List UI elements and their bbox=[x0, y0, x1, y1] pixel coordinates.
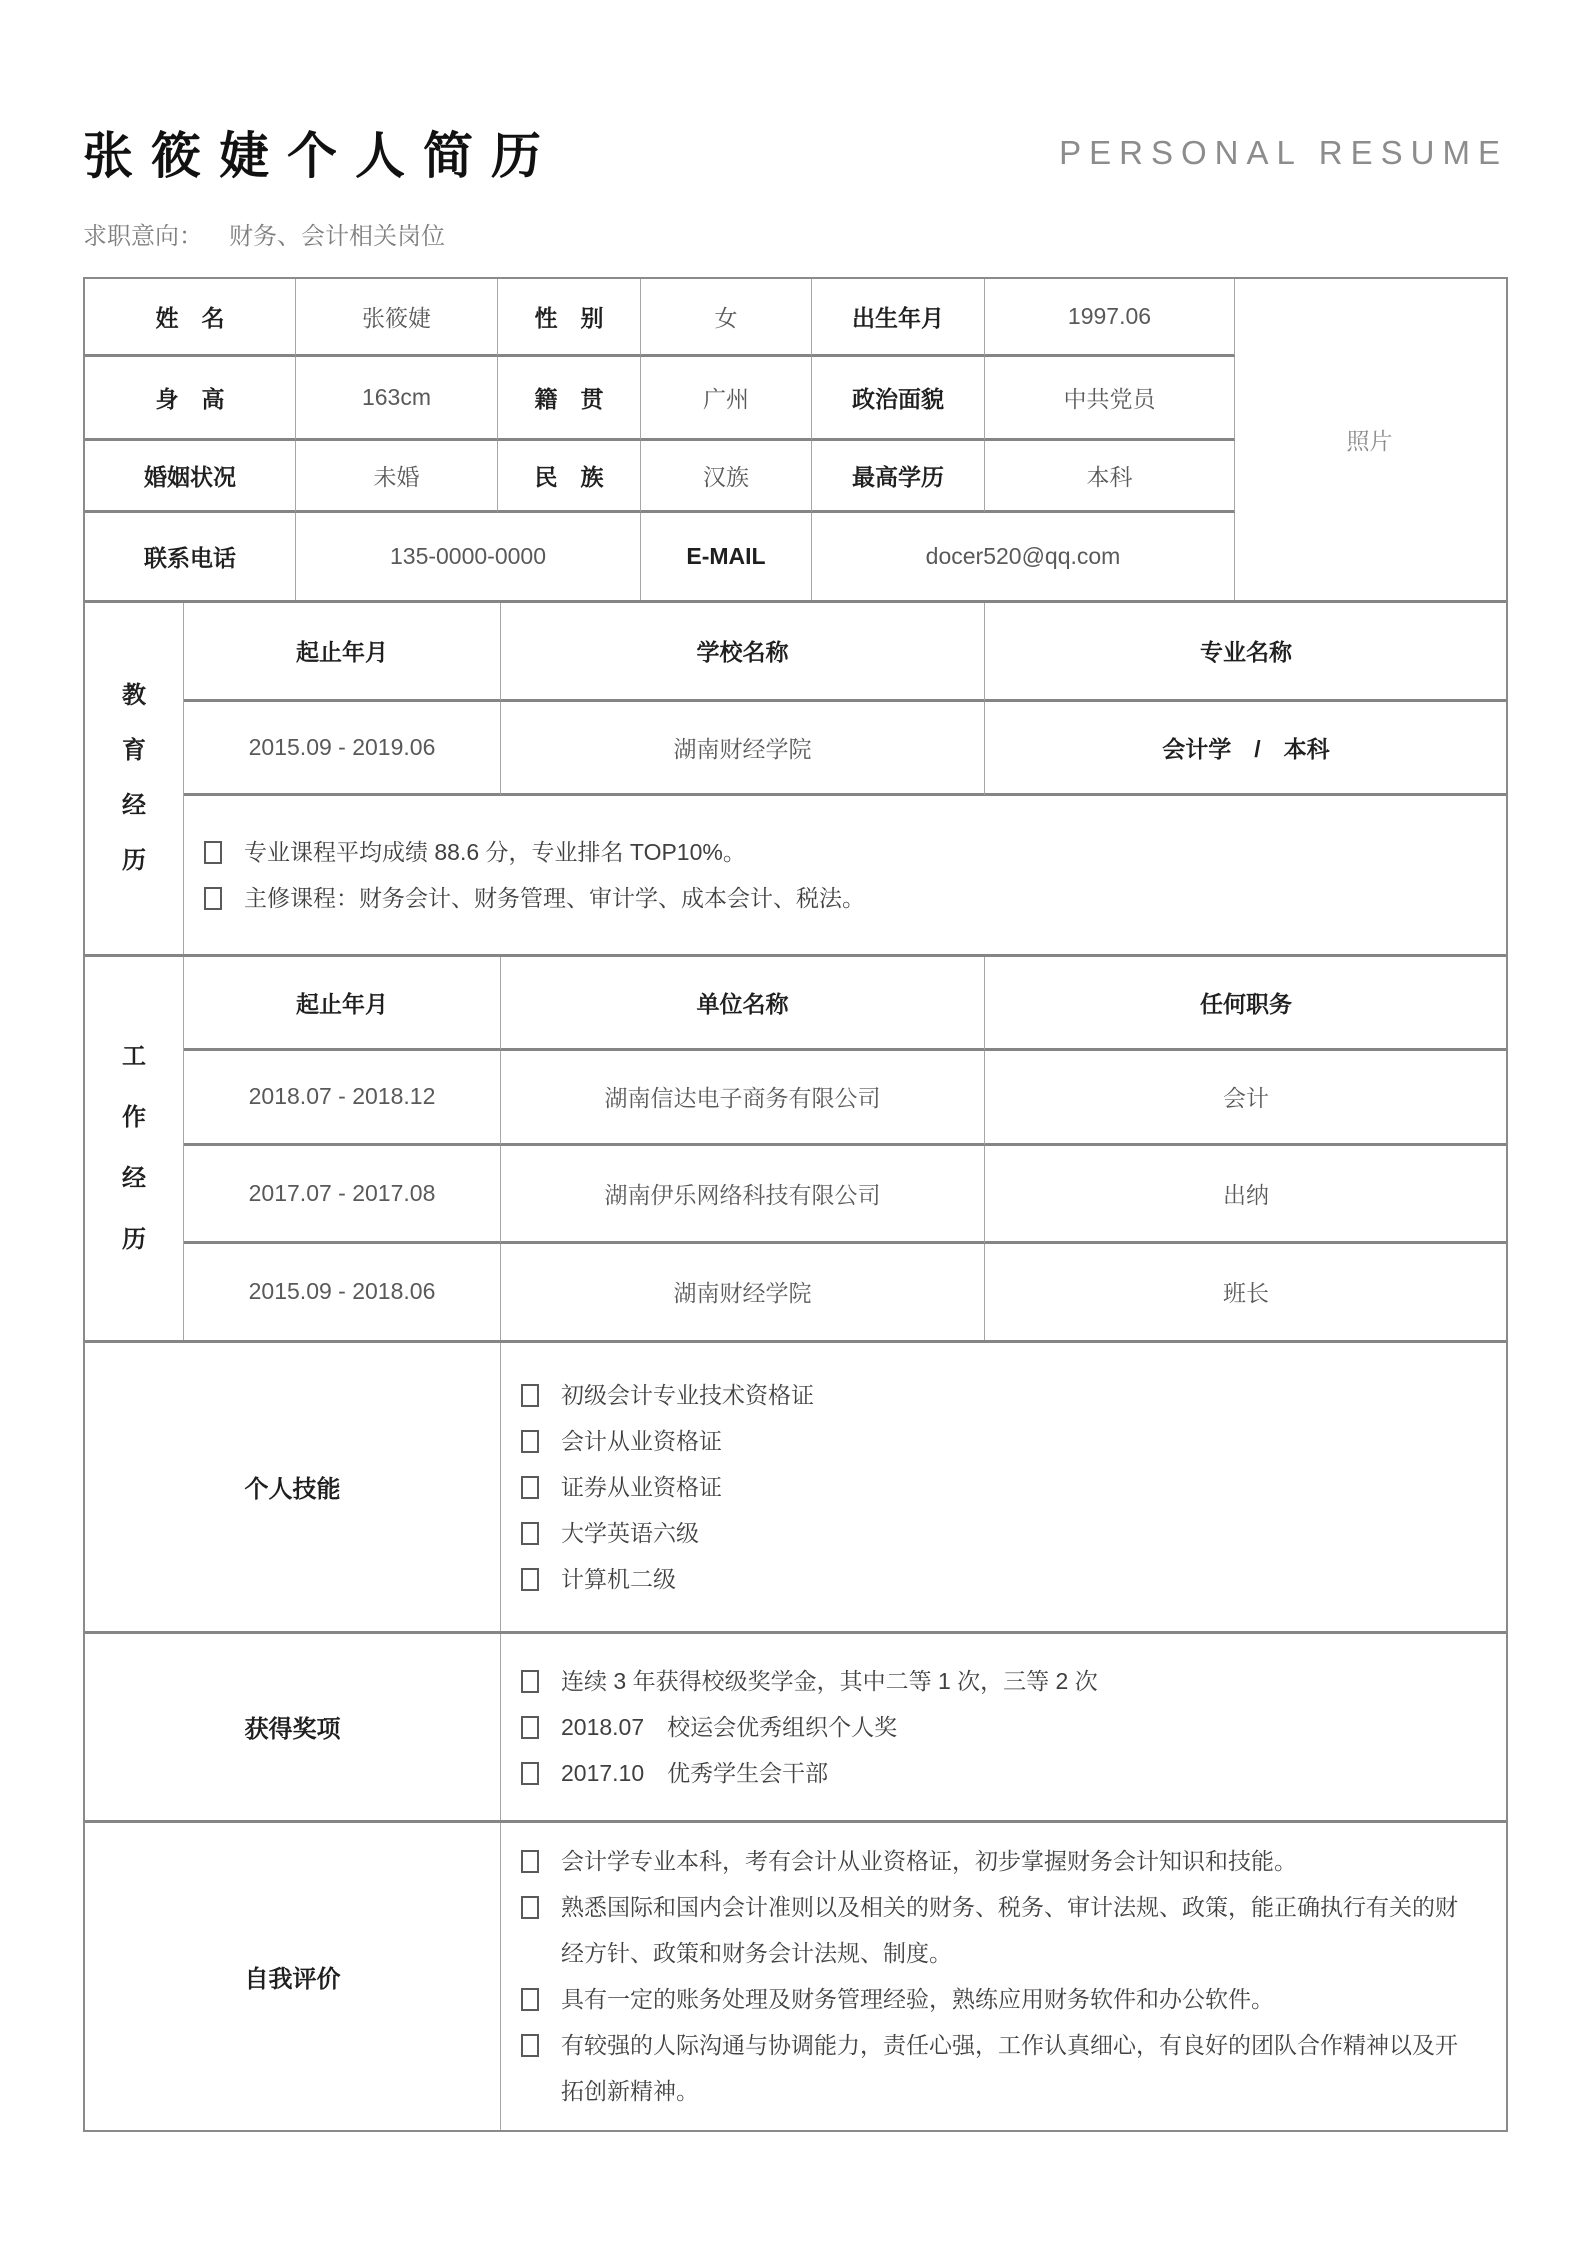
list-item bbox=[521, 1372, 1477, 1418]
checkbox-icon bbox=[204, 841, 222, 864]
checkbox-icon bbox=[521, 1716, 539, 1739]
work-row-position: 会计 bbox=[985, 1051, 1507, 1146]
email-value: docer520@qq.com bbox=[812, 513, 1235, 600]
work-label-char: 作 bbox=[122, 1103, 146, 1131]
marital-value: 未婚 bbox=[296, 441, 498, 513]
work-row-period: 2015.09 - 2018.06 bbox=[184, 1244, 501, 1340]
education-section bbox=[85, 603, 1506, 957]
checkbox-icon bbox=[521, 1522, 539, 1545]
education-section-label bbox=[85, 603, 184, 954]
work-row-company: 湖南财经学院 bbox=[501, 1244, 985, 1340]
award-text: 2017.10 优秀学生会干部 bbox=[561, 1759, 829, 1786]
checkbox-icon bbox=[521, 1896, 539, 1919]
work-header-position: 任何职务 bbox=[985, 957, 1507, 1051]
skill-text: 会计从业资格证 bbox=[561, 1427, 722, 1454]
work-row-company: 湖南信达电子商务有限公司 bbox=[501, 1051, 985, 1146]
self-evaluation-text: 会计学专业本科，考有会计从业资格证，初步掌握财务会计知识和技能。 bbox=[561, 1848, 1297, 1874]
politics-label: 政治面貌 bbox=[812, 357, 985, 441]
work-label-char: 工 bbox=[122, 1042, 146, 1070]
checkbox-icon bbox=[521, 1568, 539, 1591]
gender-label: 性 别 bbox=[498, 279, 641, 357]
phone-label: 联系电话 bbox=[85, 513, 296, 600]
list-item bbox=[521, 1510, 1477, 1556]
self-evaluation-section bbox=[85, 1823, 1506, 2130]
education-bullet-text: 主修课程：财务会计、财务管理、审计学、成本会计、税法。 bbox=[244, 884, 865, 911]
checkbox-icon bbox=[521, 1762, 539, 1785]
ethnic-label: 民 族 bbox=[498, 441, 641, 513]
list-item bbox=[521, 1418, 1477, 1464]
self-evaluation-bullets bbox=[501, 1823, 1507, 2130]
awards-bullets bbox=[501, 1634, 1507, 1820]
name-label: 姓 名 bbox=[85, 279, 296, 357]
education-label-char: 教 bbox=[122, 681, 146, 709]
checkbox-icon bbox=[521, 1670, 539, 1693]
list-item bbox=[521, 1556, 1477, 1602]
work-row-period: 2018.07 - 2018.12 bbox=[184, 1051, 501, 1146]
email-label: E-MAIL bbox=[641, 513, 812, 600]
work-row-company: 湖南伊乐网络科技有限公司 bbox=[501, 1146, 985, 1244]
education-row-major: 会计学 / 本科 bbox=[985, 702, 1507, 796]
education-header-major: 专业名称 bbox=[985, 603, 1507, 702]
work-row-position: 班长 bbox=[1223, 1280, 1269, 1306]
job-intent-label: 求职意向： bbox=[83, 222, 203, 250]
work-header-period: 起止年月 bbox=[184, 957, 501, 1051]
job-intent-value: 财务、会计相关岗位 bbox=[229, 222, 445, 250]
phone-value: 135-0000-0000 bbox=[296, 513, 641, 600]
birth-value: 1997.06 bbox=[985, 279, 1235, 357]
list-item bbox=[521, 1750, 1477, 1796]
degree-value: 本科 bbox=[985, 441, 1235, 513]
name-value: 张筱婕 bbox=[296, 279, 498, 357]
skills-section-label: 个人技能 bbox=[85, 1343, 501, 1631]
education-label-char: 历 bbox=[122, 846, 146, 874]
list-item bbox=[521, 1884, 1477, 1976]
work-section-label bbox=[85, 957, 184, 1340]
self-evaluation-text: 有较强的人际沟通与协调能力，责任心强，工作认真细心，有良好的团队合作精神以及开拓创新精神。 bbox=[561, 2032, 1458, 2104]
education-row-period: 2015.09 - 2019.06 bbox=[184, 702, 501, 796]
education-row-school: 湖南财经学院 bbox=[501, 702, 985, 796]
education-bullets bbox=[184, 796, 1507, 954]
list-item bbox=[521, 1658, 1477, 1704]
gender-value: 女 bbox=[641, 279, 812, 357]
awards-section bbox=[85, 1634, 1506, 1823]
header bbox=[83, 128, 1508, 186]
basic-info-section bbox=[85, 279, 1506, 603]
height-value: 163cm bbox=[296, 357, 498, 441]
job-intent bbox=[83, 216, 1508, 251]
skill-text: 初级会计专业技术资格证 bbox=[561, 1381, 814, 1408]
list-item bbox=[521, 1976, 1477, 2022]
work-row-period: 2017.07 - 2017.08 bbox=[184, 1146, 501, 1244]
work-row-position: 出纳 bbox=[985, 1146, 1507, 1244]
resume-table bbox=[83, 277, 1508, 2132]
skill-text: 大学英语六级 bbox=[561, 1519, 699, 1546]
skill-text: 计算机二级 bbox=[561, 1565, 676, 1592]
education-header-school: 学校名称 bbox=[501, 603, 985, 702]
height-label: 身 高 bbox=[85, 357, 296, 441]
degree-label: 最高学历 bbox=[812, 441, 985, 513]
origin-label: 籍 贯 bbox=[498, 357, 641, 441]
politics-value: 中共党员 bbox=[985, 357, 1235, 441]
skills-bullets bbox=[501, 1343, 1507, 1631]
list-item bbox=[521, 1838, 1477, 1884]
work-section bbox=[85, 957, 1506, 1343]
work-label-char: 经 bbox=[122, 1164, 146, 1192]
page-subtitle: PERSONAL RESUME bbox=[1059, 134, 1508, 172]
awards-section-label: 获得奖项 bbox=[85, 1634, 501, 1820]
education-label-char: 育 bbox=[122, 736, 146, 764]
checkbox-icon bbox=[204, 887, 222, 910]
list-item bbox=[521, 1704, 1477, 1750]
self-evaluation-text: 具有一定的账务处理及财务管理经验，熟练应用财务软件和办公软件。 bbox=[561, 1986, 1274, 2012]
list-item bbox=[521, 1464, 1477, 1510]
work-label-char: 历 bbox=[122, 1225, 146, 1253]
education-bullet-text: 专业课程平均成绩 88.6 分，专业排名 TOP10%。 bbox=[244, 838, 746, 865]
checkbox-icon bbox=[521, 1384, 539, 1407]
self-evaluation-section-label: 自我评价 bbox=[85, 1823, 501, 2130]
skills-section bbox=[85, 1343, 1506, 1634]
list-item bbox=[204, 829, 1477, 875]
marital-label: 婚姻状况 bbox=[85, 441, 296, 513]
skill-text: 证券从业资格证 bbox=[561, 1473, 722, 1500]
education-label-char: 经 bbox=[122, 791, 146, 819]
checkbox-icon bbox=[521, 2034, 539, 2057]
checkbox-icon bbox=[521, 1988, 539, 2011]
checkbox-icon bbox=[521, 1850, 539, 1873]
education-header-period: 起止年月 bbox=[184, 603, 501, 702]
photo-placeholder: 照片 bbox=[1346, 427, 1393, 454]
list-item bbox=[204, 875, 1477, 921]
ethnic-value: 汉族 bbox=[641, 441, 812, 513]
work-header-company: 单位名称 bbox=[501, 957, 985, 1051]
award-text: 2018.07 校运会优秀组织个人奖 bbox=[561, 1713, 898, 1740]
checkbox-icon bbox=[521, 1430, 539, 1453]
origin-value: 广州 bbox=[641, 357, 812, 441]
birth-label: 出生年月 bbox=[812, 279, 985, 357]
checkbox-icon bbox=[521, 1476, 539, 1499]
award-text: 连续 3 年获得校级奖学金，其中二等 1 次，三等 2 次 bbox=[561, 1667, 1098, 1694]
list-item bbox=[521, 2022, 1477, 2114]
page-title: 张筱婕个人简历 bbox=[83, 128, 559, 184]
self-evaluation-text: 熟悉国际和国内会计准则以及相关的财务、税务、审计法规、政策，能正确执行有关的财经方针、政策和财务会计法规、制度。 bbox=[561, 1894, 1458, 1966]
